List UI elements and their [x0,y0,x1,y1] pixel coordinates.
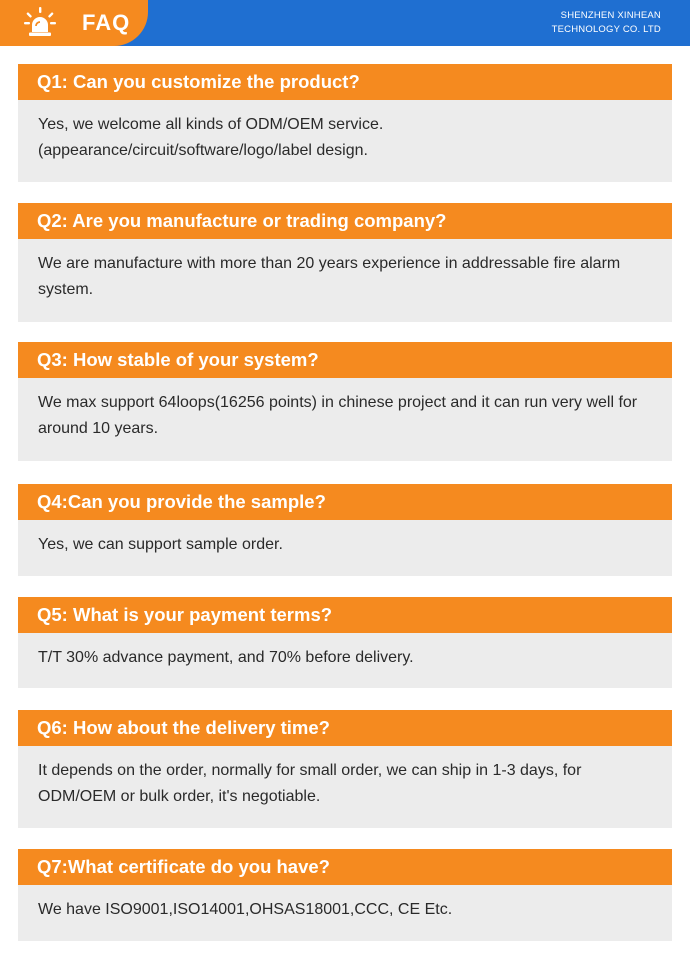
faq-item-6 [18,710,672,828]
question-bar: Q7:What certificate do you have? [18,849,672,885]
alarm-light-icon [24,6,56,38]
question-bar: Q4:Can you provide the sample? [18,484,672,520]
question-bar: Q2: Are you manufacture or trading company? [18,203,672,239]
question-bar: Q5: What is your payment terms? [18,597,672,633]
question-bar: Q3: How stable of your system? [18,342,672,378]
company-name-line2: TECHNOLOGY CO. LTD [551,24,661,35]
faq-item-5 [18,597,672,688]
answer-box: We max support 64loops(16256 points) in chinese project and it can run very well for around 10 years. [18,378,672,461]
page-title: FAQ [82,10,131,35]
answer-box: We have ISO9001,ISO14001,OHSAS18001,CCC, CE Etc. [18,885,672,941]
faq-item-1 [18,64,672,182]
faq-item-7 [18,849,672,941]
question-bar: Q6: How about the delivery time? [18,710,672,746]
company-name [552,9,661,37]
answer-box: Yes, we welcome all kinds of ODM/OEM service.(appearance/circuit/software/logo/label design. [18,100,672,182]
question-bar: Q1: Can you customize the product? [18,64,672,100]
answer-box: T/T 30% advance payment, and 70% before delivery. [18,633,672,688]
faq-item-4 [18,484,672,576]
company-name-line1: SHENZHEN XINHEAN [560,10,661,21]
header-tab [0,0,148,46]
answer-box: We are manufacture with more than 20 years experience in addressable fire alarm system. [18,239,672,322]
answer-box: Yes, we can support sample order. [18,520,672,576]
faq-item-3 [18,342,672,461]
faq-item-2 [18,203,672,322]
answer-box: It depends on the order, normally for small order, we can ship in 1-3 days, for ODM/OEM or bulk order, it's negotiable. [18,746,672,828]
page-header [0,0,690,46]
